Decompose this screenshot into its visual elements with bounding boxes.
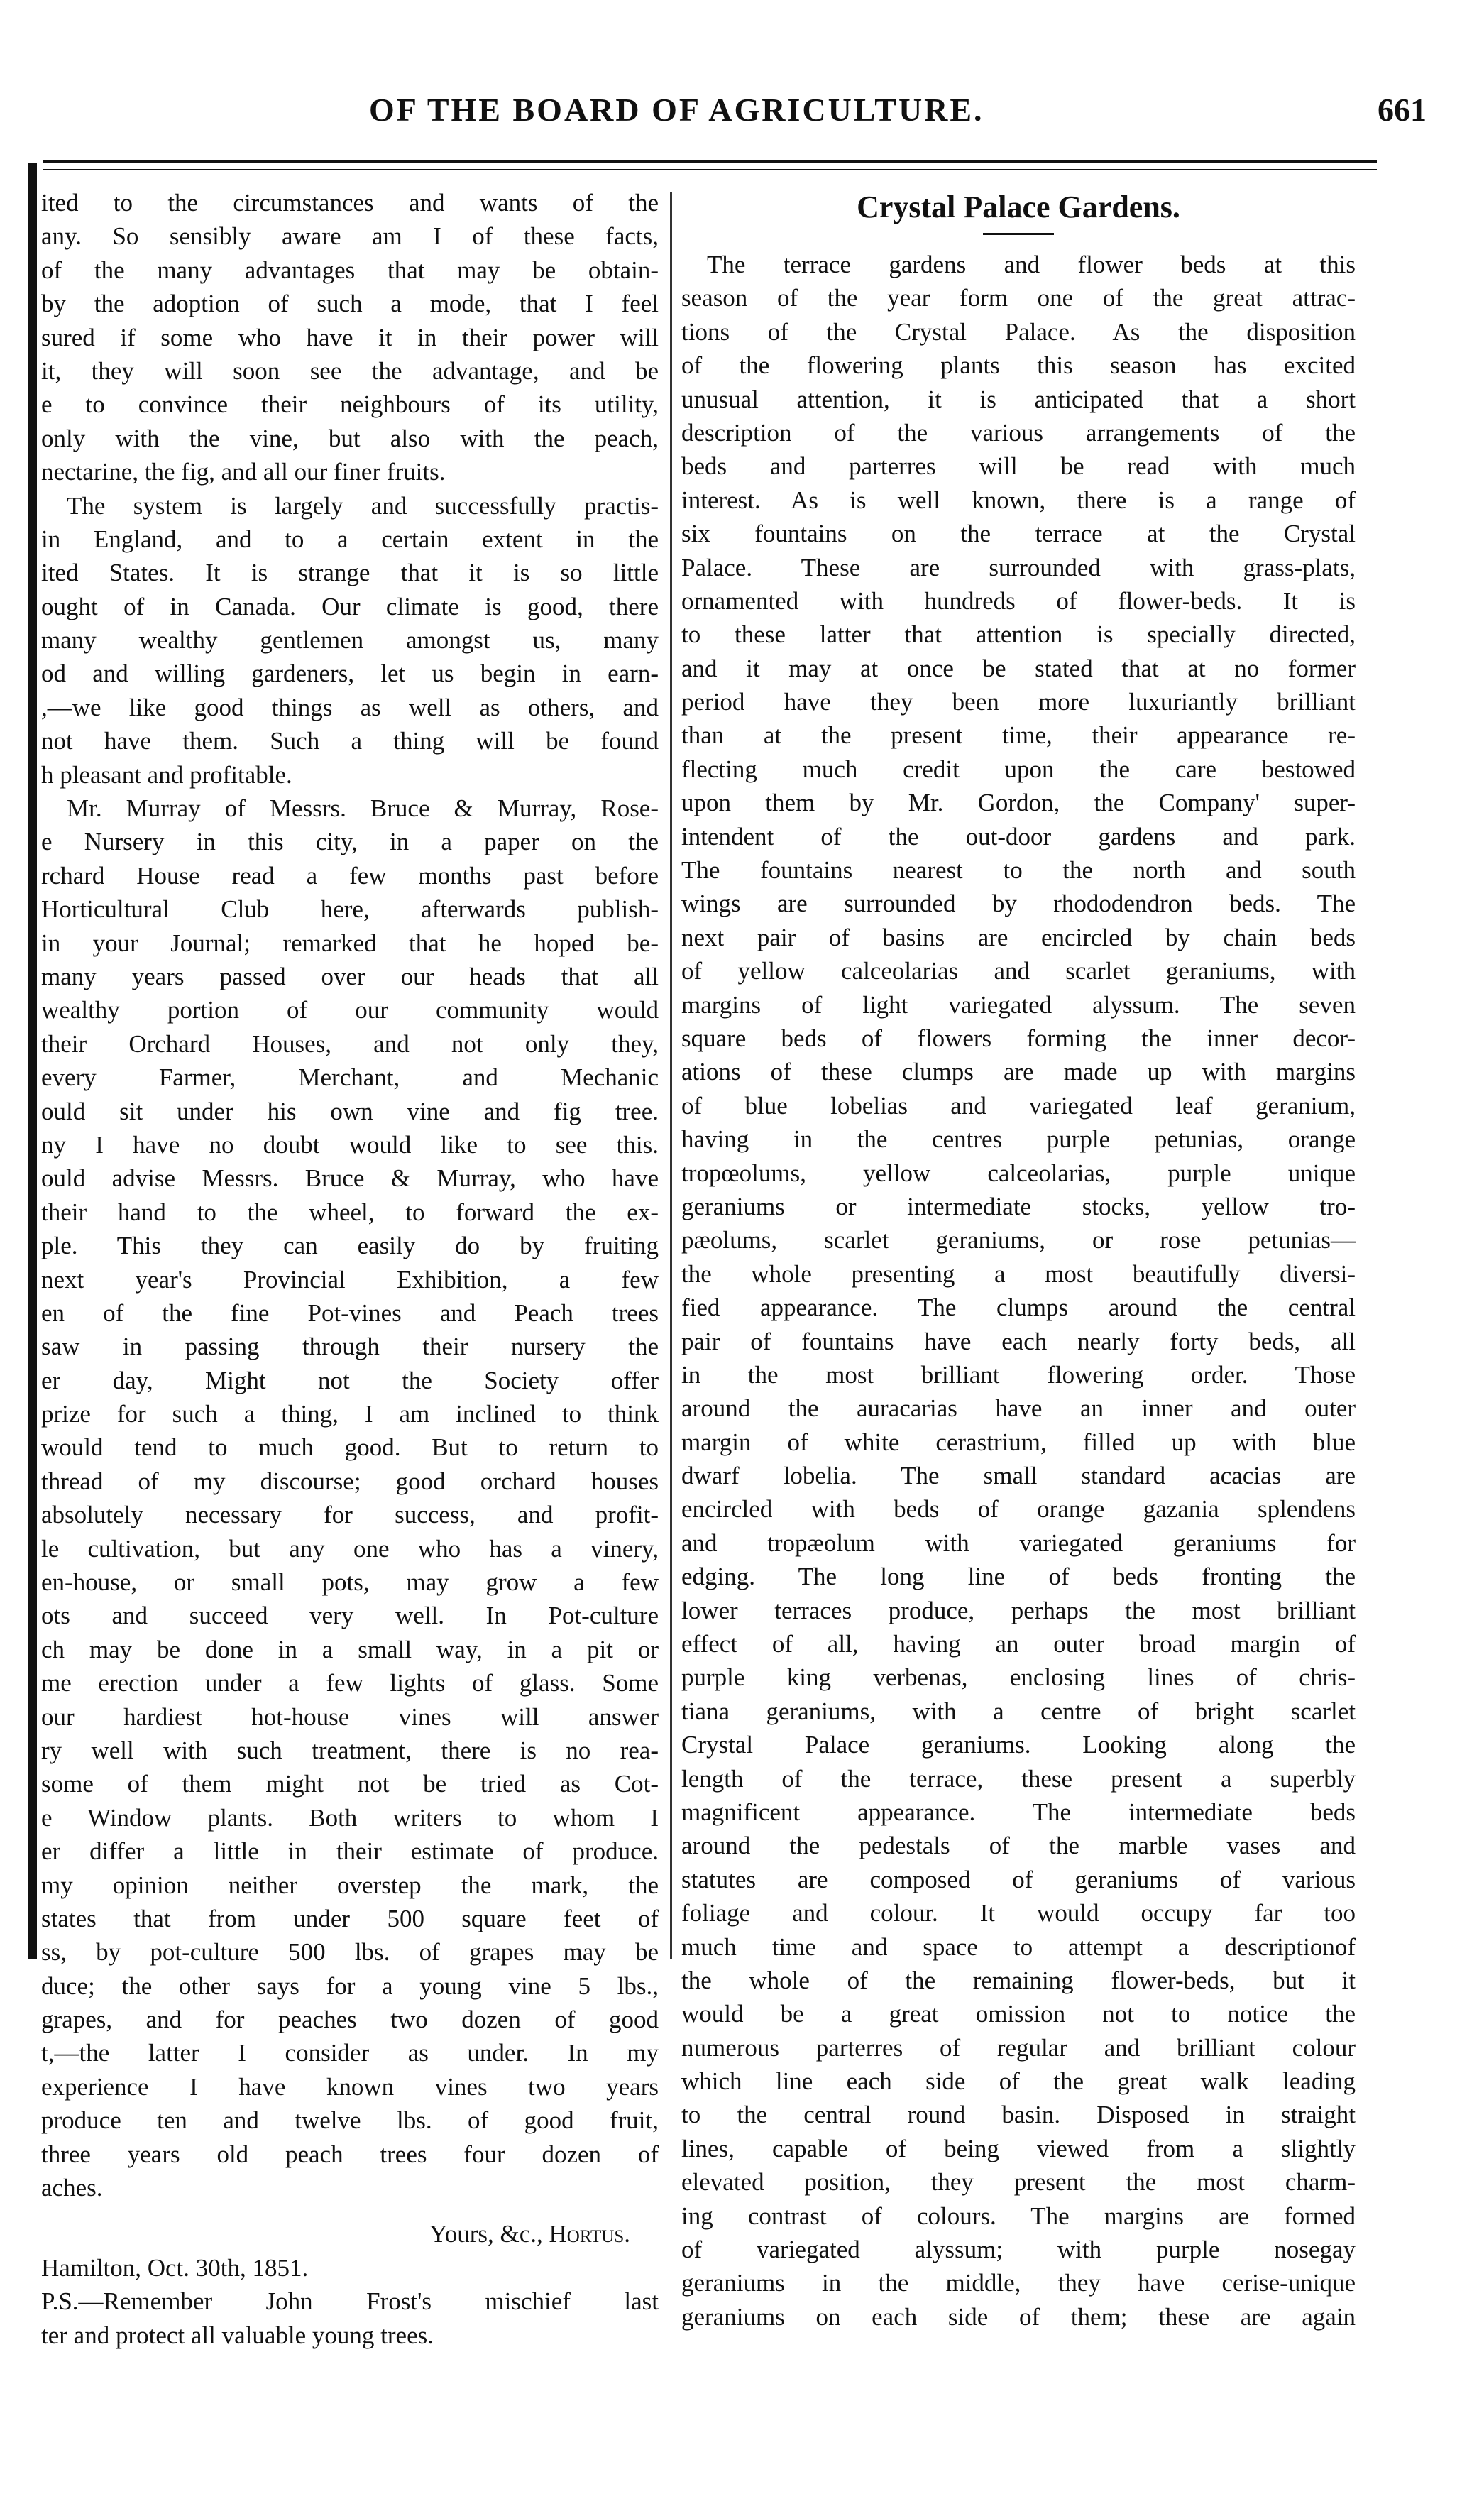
text-line: experience I have known vines two years — [41, 2072, 659, 2101]
text-line: of the many advantages that may be obtain- — [41, 256, 659, 284]
text-line: numerous parterres of regular and brilliant colour — [681, 2033, 1356, 2062]
page-header — [28, 91, 1448, 148]
text-line: would be a great omission not to notice the — [681, 2000, 1356, 2028]
text-line: edging. The long line of beds fronting the — [681, 1563, 1356, 1591]
text-line: Mr. Murray of Messrs. Bruce & Murray, Rose- — [67, 794, 659, 823]
text-line: le cultivation, but any one who has a vinery, — [41, 1534, 659, 1563]
text-line: elevated position, they present the most charm- — [681, 2168, 1356, 2197]
text-line: me erection under a few lights of glass. Some — [41, 1669, 659, 1697]
text-line: ought of in Canada. Our climate is good, there — [41, 592, 659, 620]
text-line: of the flowering plants this season has excited — [681, 351, 1356, 380]
text-line: their Orchard Houses, and not only they, — [41, 1029, 659, 1058]
text-line: duce; the other says for a young vine 5 lbs., — [41, 1971, 659, 2000]
text-line: and it may at once be stated that at no former — [681, 654, 1356, 682]
text-line: any. So sensibly aware am I of these facts, — [41, 222, 659, 251]
text-line: ited to the circumstances and wants of the — [41, 189, 659, 217]
text-line: next year's Provincial Exhibition, a few — [41, 1265, 659, 1294]
text-line: margins of light variegated alyssum. The seven — [681, 990, 1356, 1019]
text-line: Horticultural Club here, afterwards publish- — [41, 895, 659, 924]
article-body — [681, 248, 1356, 2334]
text-line: which line each side of the great walk leading — [681, 2067, 1356, 2096]
text-line: encircled with beds of orange gazania splendens — [681, 1495, 1356, 1524]
text-line: ornamented with hundreds of flower-beds. It is — [681, 586, 1356, 615]
text-line: period have they been more luxuriantly brilliant — [681, 688, 1356, 716]
closing-line — [41, 2217, 659, 2250]
text-line: aches. — [41, 2174, 103, 2202]
text-line: length of the terrace, these present a superbly — [681, 1764, 1356, 1793]
text-line: in your Journal; remarked that he hoped be- — [41, 929, 659, 957]
text-line: tropœolums, yellow calceolarias, purple unique — [681, 1159, 1356, 1187]
text-line: e to convince their neighbours of its utility, — [41, 390, 659, 419]
text-line: states that from under 500 square feet of — [41, 1904, 659, 1932]
text-line: geraniums or intermediate stocks, yellow tro- — [681, 1192, 1356, 1220]
text-line: every Farmer, Merchant, and Mechanic — [41, 1063, 659, 1092]
text-line: beds and parterres will be read with much — [681, 452, 1356, 481]
text-line: tiana geraniums, with a centre of bright scarlet — [681, 1697, 1356, 1725]
text-line: of variegated alyssum; with purple nosegay — [681, 2236, 1356, 2264]
dateline: Hamilton, Oct. 30th, 1851. — [41, 2253, 309, 2282]
text-line: The fountains nearest to the north and south — [681, 856, 1356, 885]
text-line: dwarf lobelia. The small standard acacias are — [681, 1462, 1356, 1490]
text-line: much time and space to attempt a descriptionof — [681, 1932, 1356, 1961]
text-line: e Nursery in this city, in a paper on the — [41, 828, 659, 856]
text-line: having in the centres purple petunias, orange — [681, 1125, 1356, 1154]
text-line: lines, capable of being viewed from a slightly — [681, 2134, 1356, 2162]
letter-signoff — [41, 2217, 659, 2352]
text-line: many wealthy gentlemen amongst us, many — [41, 626, 659, 655]
text-line: around the auracarias have an inner and outer — [681, 1394, 1356, 1423]
text-line: many years passed over our heads that all — [41, 962, 659, 990]
text-line: only with the vine, but also with the peach, — [41, 424, 659, 452]
text-line: produce ten and twelve lbs. of good fruit, — [41, 2106, 659, 2135]
text-line: effect of all, having an outer broad margin of — [681, 1630, 1356, 1658]
text-line: next pair of basins are encircled by chain beds — [681, 923, 1356, 951]
text-line: tions of the Crystal Palace. As the disposition — [681, 317, 1356, 346]
text-line: prize for such a thing, I am inclined to think — [41, 1400, 659, 1428]
text-line: saw in passing through their nursery the — [41, 1333, 659, 1361]
text-line: ited States. It is strange that it is so little — [41, 559, 659, 587]
text-line: to the central round basin. Disposed in straight — [681, 2101, 1356, 2129]
text-line: season of the year form one of the great attrac- — [681, 284, 1356, 312]
text-line: ss, by pot-culture 500 lbs. of grapes may be — [41, 1938, 659, 1967]
text-line: square beds of flowers forming the inner decor- — [681, 1024, 1356, 1052]
text-line: their hand to the wheel, to forward the ex- — [41, 1198, 659, 1226]
text-line: to these latter that attention is specially directed, — [681, 620, 1356, 649]
text-line: nectarine, the fig, and all our finer fruits. — [41, 458, 446, 486]
text-line: The system is largely and successfully practis- — [67, 491, 659, 520]
text-line: en of the fine Pot-vines and Peach trees — [41, 1298, 659, 1327]
text-line: than at the present time, their appearance re- — [681, 721, 1356, 750]
text-line: absolutely necessary for success, and profit- — [41, 1501, 659, 1529]
text-line: not have them. Such a thing will be found — [41, 727, 659, 755]
column-divider — [670, 192, 672, 1959]
text-line: lower terraces produce, perhaps the most brilliant — [681, 1596, 1356, 1624]
running-head: OF THE BOARD OF AGRICULTURE. — [369, 92, 984, 128]
letter-body — [41, 186, 659, 2204]
title-rule — [983, 233, 1054, 235]
text-line: fied appearance. The clumps around the central — [681, 1294, 1356, 1322]
left-column — [41, 186, 659, 2352]
text-line: ple. This they can easily do by fruiting — [41, 1232, 659, 1260]
text-line: statutes are composed of geraniums of various — [681, 1865, 1356, 1893]
text-line: magnificent appearance. The intermediate beds — [681, 1798, 1356, 1826]
text-line: in England, and to a certain extent in the — [41, 525, 659, 553]
text-line: of yellow calceolarias and scarlet geraniums, with — [681, 957, 1356, 985]
text-line: Crystal Palace geraniums. Looking along the — [681, 1731, 1356, 1759]
text-line: of blue lobelias and variegated leaf geranium, — [681, 1091, 1356, 1120]
right-column — [681, 186, 1356, 2334]
text-line: foliage and colour. It would occupy far too — [681, 1899, 1356, 1927]
text-line: h pleasant and profitable. — [41, 760, 292, 789]
text-line: around the pedestals of the marble vases and — [681, 1832, 1356, 1860]
text-line: geraniums on each side of them; these are again — [681, 2302, 1356, 2331]
text-line: ations of these clumps are made up with margins — [681, 1058, 1356, 1086]
text-line: en-house, or small pots, may grow a few — [41, 1568, 659, 1597]
text-line: the whole presenting a most beautifully diversi- — [681, 1259, 1356, 1288]
text-line: rchard House read a few months past before — [41, 861, 659, 890]
text-line: three years old peach trees four dozen of — [41, 2140, 659, 2168]
text-line: in the most brilliant flowering order. Those — [681, 1360, 1356, 1389]
text-line: thread of my discourse; good orchard houses — [41, 1467, 659, 1495]
text-line: flecting much credit upon the care bestowed — [681, 755, 1356, 783]
text-line: geraniums in the middle, they have cerise-unique — [681, 2269, 1356, 2297]
text-line: wealthy portion of our community would — [41, 996, 659, 1024]
text-line: my opinion neither overstep the mark, the — [41, 1871, 659, 1899]
text-line: intendent of the out-door gardens and park. — [681, 822, 1356, 851]
text-line: er differ a little in their estimate of produce. — [41, 1837, 659, 1866]
postscript-line: P.S.—Remember John Frost's mischief last — [41, 2287, 659, 2316]
text-line: pair of fountains have each nearly forty beds, all — [681, 1327, 1356, 1355]
text-line: ots and succeed very well. In Pot-culture — [41, 1602, 659, 1630]
binding-edge — [28, 163, 37, 1959]
text-line: margin of white cerastrium, filled up with blue — [681, 1428, 1356, 1456]
text-line: would tend to much good. But to return to — [41, 1433, 659, 1462]
text-line: purple king verbenas, enclosing lines of chris- — [681, 1663, 1356, 1692]
text-line: unusual attention, it is anticipated that a short — [681, 385, 1356, 413]
header-rule — [43, 160, 1377, 163]
page-number: 661 — [1378, 92, 1427, 128]
text-line: some of them might not be tried as Cot- — [41, 1770, 659, 1798]
text-line: ch may be done in a small way, in a pit or — [41, 1635, 659, 1663]
article-title: Crystal Palace Gardens. — [857, 190, 1180, 224]
text-line: six fountains on the terrace at the Crystal — [681, 520, 1356, 548]
text-line: and tropæolum with variegated geraniums for — [681, 1528, 1356, 1557]
text-line: ould advise Messrs. Bruce & Murray, who have — [41, 1164, 659, 1193]
text-line: it, they will soon see the advantage, and be — [41, 356, 659, 385]
text-line: ry well with such treatment, there is no rea- — [41, 1736, 659, 1764]
text-line: The terrace gardens and flower beds at this — [707, 251, 1356, 278]
signature: Hortus. — [549, 2220, 630, 2248]
text-line: pæolums, scarlet geraniums, or rose petunias— — [681, 1226, 1356, 1254]
text-line: our hardiest hot-house vines will answer — [41, 1702, 659, 1731]
text-line: t,—the latter I consider as under. In my — [41, 2039, 659, 2067]
closing: Yours, &c., — [429, 2220, 543, 2248]
text-line: ny I have no doubt would like to see this. — [41, 1130, 659, 1159]
header-rule-thin — [43, 169, 1377, 170]
text-line: Palace. These are surrounded with grass-plats, — [681, 553, 1356, 581]
text-line: upon them by Mr. Gordon, the Company' super- — [681, 789, 1356, 817]
text-line: grapes, and for peaches two dozen of good — [41, 2006, 659, 2034]
text-line: interest. As is well known, there is a range of — [681, 486, 1356, 514]
text-line: the whole of the remaining flower-beds, but it — [681, 1966, 1356, 1994]
text-line: e Window plants. Both writers to whom I — [41, 1803, 659, 1832]
text-line: by the adoption of such a mode, that I feel — [41, 290, 659, 318]
text-line: od and willing gardeners, let us begin in earn- — [41, 660, 659, 688]
text-line: wings are surrounded by rhododendron beds. The — [681, 890, 1356, 918]
postscript-line: ter and protect all valuable young trees. — [41, 2321, 434, 2349]
text-line: er day, Might not the Society offer — [41, 1366, 659, 1394]
text-line: ing contrast of colours. The margins are formed — [681, 2202, 1356, 2230]
text-line: sured if some who have it in their power will — [41, 323, 659, 351]
text-line: description of the various arrangements of the — [681, 418, 1356, 447]
text-line: ,—we like good things as well as others, and — [41, 693, 659, 721]
text-line: ould sit under his own vine and fig tree. — [41, 1097, 659, 1125]
